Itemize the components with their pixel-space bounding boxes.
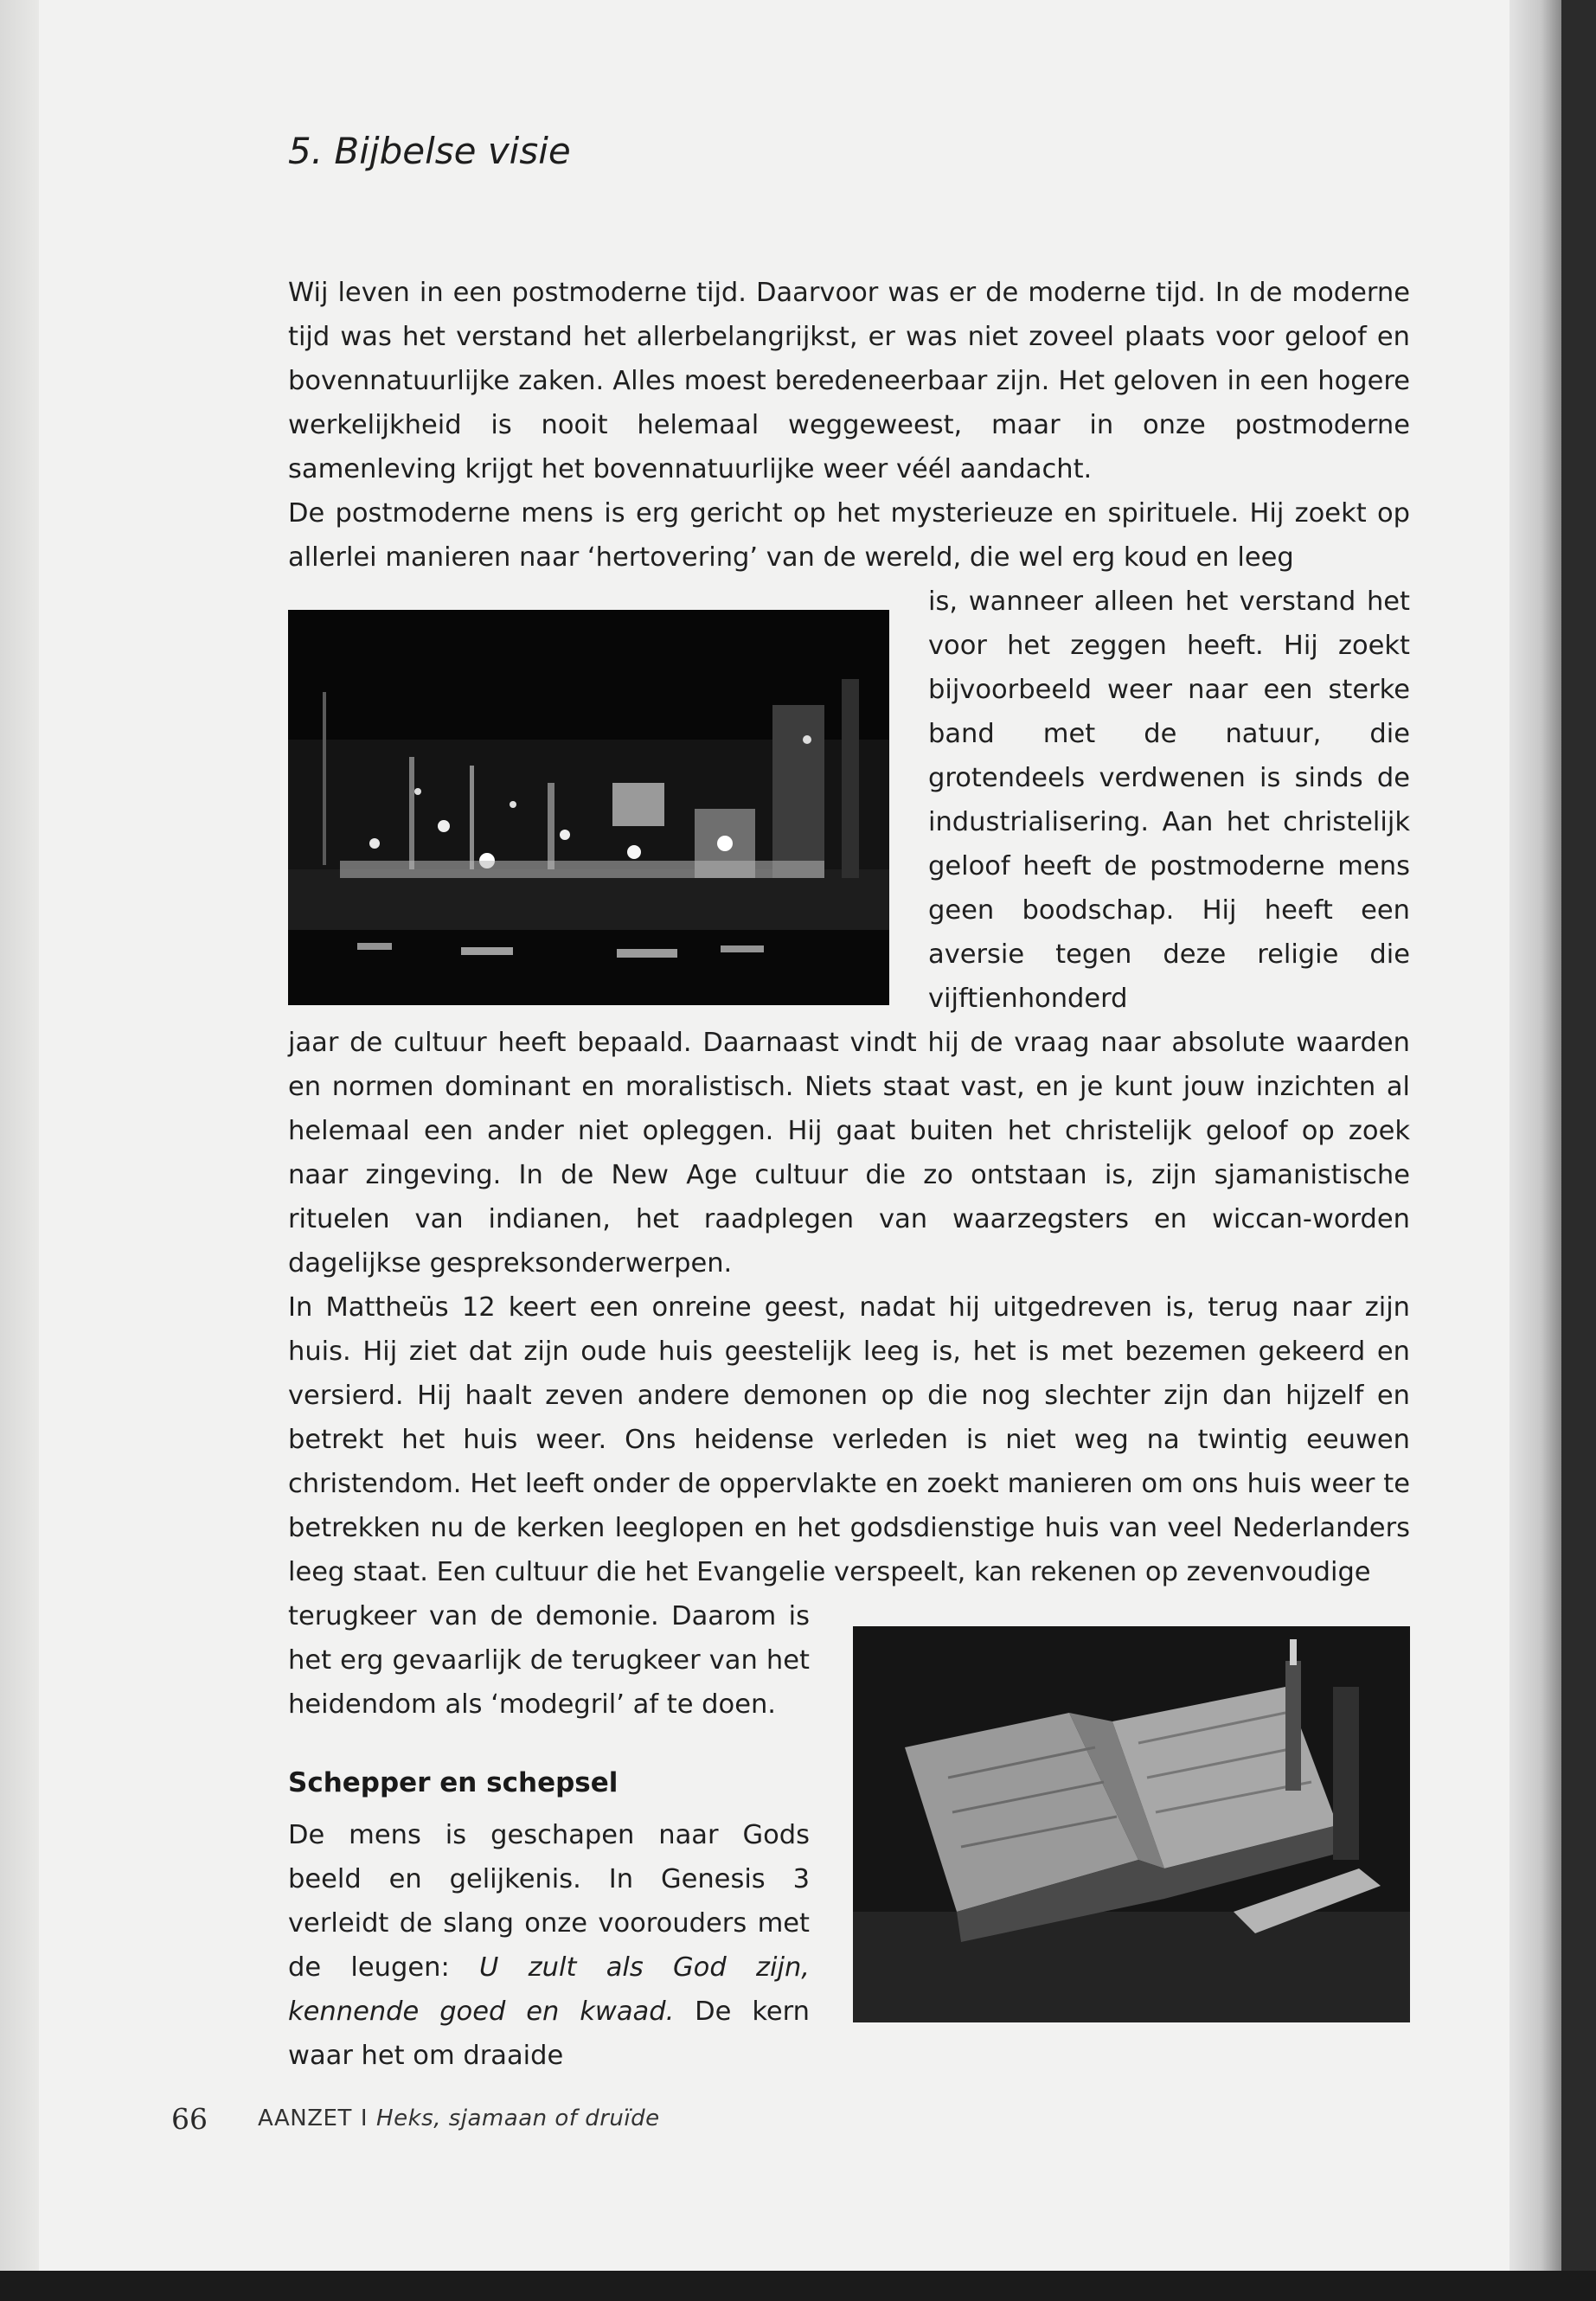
paragraph-postmodern-man-intro: De postmoderne mens is erg gericht op het mysterieuze en spirituele. Hij zoekt op allerlei manieren naar ‘hertovering’ van de wereld, die wel erg koud en leeg (288, 498, 1410, 573)
footer-separator: I (360, 2106, 369, 2131)
refinery-night-photo (288, 610, 889, 1005)
paragraph-genesis-3 (288, 1813, 810, 2078)
running-footer (258, 2106, 660, 2131)
book-title: Heks, sjamaan of druïde (376, 2106, 660, 2131)
paragraph-postmodern-man-continued: jaar de cultuur heeft bepaald. Daarnaast vindt hij de vraag naar absolute waarden en normen dominant en moralistisch. Niets staat vast, en je kunt jouw inzichten al helemaal een ander niet opleggen. Hij gaat buiten het christelijk geloof op zoek naar zingeving. In de New Age cultuur die zo ontstaan is, zijn sjamanistische rituelen van indianen, het raadplegen van waarzegsters en wiccan-worden dagelijkse gespreksonderwerpen. (288, 1028, 1410, 1279)
paragraph-matthew-12-continued: terugkeer van de demonie. Daarom is het erg gevaarlijk de terugkeer van het heidendom als ‘modegril’ af te doen. (288, 1601, 810, 1720)
paragraph-matthew-12: In Mattheüs 12 keert een onreine geest, nadat hij uitgedreven is, terug naar zijn huis. Hij ziet dat zijn oude huis geestelijk leeg is, het is met bezemen gekeerd en versierd. Hij haalt zeven andere demonen op die nog slechter zijn dan hijzelf en betrekt het huis weer. Ons heidense verleden is niet weg na twintig eeuwen christendom. Het leeft onder de oppervlakte en zoekt manieren om ons huis weer te betrekken nu de kerken leeglopen en het godsdienstige huis van veel Nederlanders leeg staat. Een cultuur die het Evangelie verspeelt, kan rekenen op zevenvoudige (288, 1292, 1410, 1587)
paragraph-postmodern-time: Wij leven in een postmoderne tijd. Daarvoor was er de moderne tijd. In de moderne tijd was het verstand het allerbelangrijkst, er was niet zoveel plaats voor geloof en bovennatuurlijke zaken. Alles moest beredeneerbaar zijn. Het geloven in een hogere werkelijkheid is nooit helemaal weggeweest, maar in onze postmoderne samenleving krijgt het bovennatuurlijke weer véél aandacht. (288, 278, 1410, 484)
page-gutter-shadow (0, 0, 39, 2271)
paragraph-postmodern-man-side: is, wanneer alleen het verstand het voor het zeggen heeft. Hij zoekt bijvoorbeeld weer naar een sterke band met de natuur, die grotendeels verdwenen is sinds de industrialisering. Aan het christelijk geloof heeft de postmoderne mens geen boodschap. Hij heeft een aversie tegen deze religie die vijftienhonderd (928, 586, 1410, 1014)
page-number: 66 (171, 2102, 208, 2136)
open-bible-painting (853, 1626, 1410, 2022)
series-name: AANZET (258, 2106, 352, 2131)
page-edge (1509, 0, 1561, 2301)
genesis-text-end: De kern waar het om draaide (288, 1997, 810, 2071)
genesis-text-start: De mens is geschapen naar Gods beeld en gelijkenis. In Genesis 3 verleidt de slang onze voorouders met de leugen: (288, 1820, 810, 1983)
subheading-schepper-en-schepsel: Schepper en schepsel (288, 1767, 619, 1798)
book-cover-edge (1561, 0, 1596, 2301)
section-title: 5. Bijbelse visie (288, 130, 571, 172)
bottom-edge (0, 2271, 1596, 2301)
genesis-quote: U zult als God zijn, kennende goed en kwaad. (288, 1952, 810, 2027)
